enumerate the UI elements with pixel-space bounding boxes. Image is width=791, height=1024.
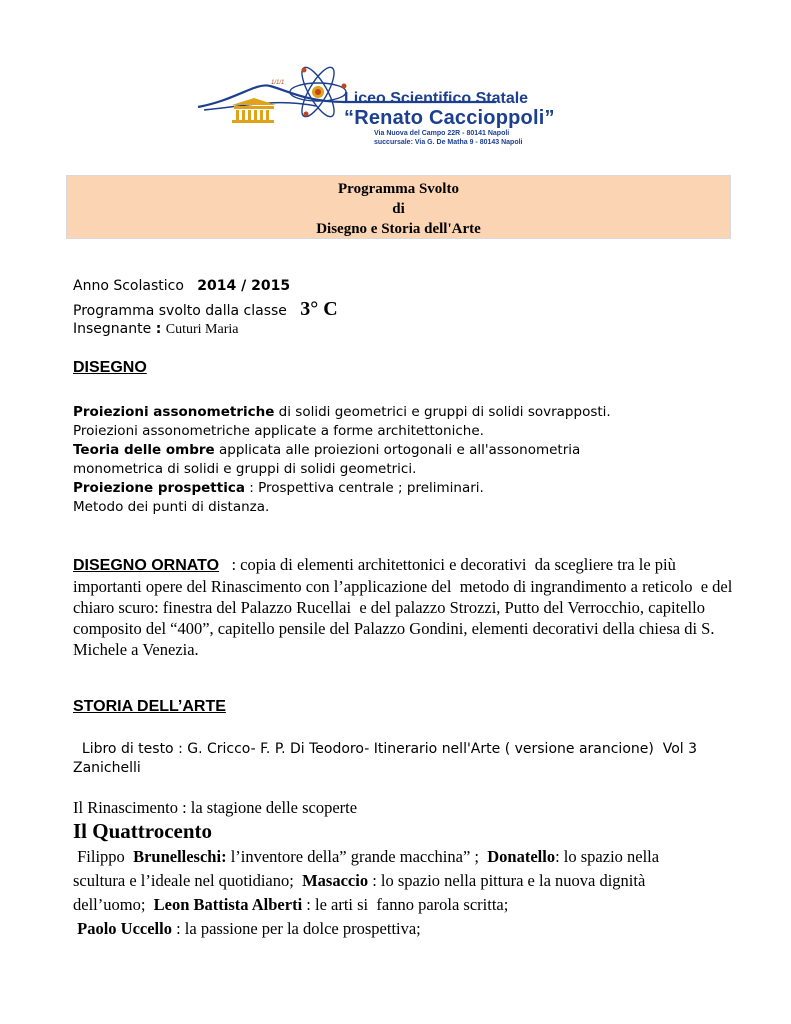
disegno-content <box>73 403 611 517</box>
artist-uccello: Paolo Uccello <box>77 919 172 938</box>
artist-line3 <box>73 893 508 917</box>
ornato-paragraph <box>73 554 737 660</box>
artist-line1-a: Filippo <box>73 847 134 866</box>
artist-donatello: Donatello <box>487 847 556 866</box>
class-value: 3° C <box>300 298 338 320</box>
artist-brunelleschi: Brunelleschi: <box>133 847 227 866</box>
disegno-line1 <box>73 403 611 422</box>
artist-line1-e: : lo spazio nella <box>555 847 660 866</box>
artist-line4 <box>73 917 421 941</box>
topic-ombre-text: applicata alle proiezioni ortogonali e all'assonometria <box>214 442 581 458</box>
artist-line2 <box>73 869 645 893</box>
artist-line1-c: l’inventore della” grande macchina” ; <box>226 847 488 866</box>
artist-line2-a: scultura e l’ideale nel quotidiano; <box>73 871 303 890</box>
rinascimento-line: Il Rinascimento : la stagione delle scoperte <box>73 798 358 817</box>
teacher-name: Cuturi Maria <box>165 322 239 337</box>
artist-line2-c: : lo spazio nella pittura e la nuova dignità <box>368 871 646 890</box>
artist-line3-a: dell’uomo; <box>73 895 154 914</box>
school-year-value: 2014 / 2015 <box>197 278 291 294</box>
school-address-succursale: succursale: Via G. De Matha 9 - 80143 Napoli <box>374 139 523 146</box>
ornato-text: : copia di elementi architettonici e decorativi da scegliere tra le più importanti opere del Rinascimento con l’applicazione del metodo di ingrandimento a reticolo e del chiaro scuro: finestra del Palazzo Rucellai e del palazzo Strozzi, Putto del Verrocchio, capitello composito del “400”, capitello pensile del Palazzo Gondini, elementi decorativi della chiesa di S. Michele a Venezia. <box>73 555 737 659</box>
disegno-line6: Metodo dei punti di distanza. <box>73 499 270 515</box>
artist-line4-c: : la passione per la dolce prospettiva; <box>171 919 421 938</box>
topic-assonometriche: Proiezioni assonometriche <box>73 404 275 420</box>
topic-assonometriche-text: di solidi geometrici e gruppi di solidi sovrapposti. <box>274 404 611 420</box>
school-year-label: Anno Scolastico <box>73 278 184 294</box>
disegno-line2: Proiezioni assonometriche applicate a forme architettoniche. <box>73 423 484 439</box>
logo-badge: 1/1/1 <box>271 80 285 86</box>
artist-masaccio: Masaccio <box>302 871 369 890</box>
disegno-line3 <box>73 441 611 460</box>
section-heading-disegno: DISEGNO <box>73 359 147 376</box>
topic-prospettica: Proiezione prospettica <box>73 480 245 496</box>
school-name-line1: Liceo Scientifico Statale <box>344 90 529 107</box>
school-name-line2: “Renato Caccioppoli” <box>344 107 555 129</box>
disegno-line5 <box>73 479 611 498</box>
school-year-line <box>73 278 290 294</box>
title-line2: di <box>392 201 405 217</box>
section-heading-ornato: DISEGNO ORNATO <box>73 557 220 574</box>
disegno-line4: monometrica di solidi e gruppi di solidi geometrici. <box>73 461 417 477</box>
topic-ombre: Teoria delle ombre <box>73 442 215 458</box>
program-title-box <box>66 175 731 239</box>
section-heading-storia: STORIA DELL’ARTE <box>73 698 226 715</box>
topic-prospettica-text: : Prospettiva centrale ; preliminari. <box>244 480 484 496</box>
school-address: Via Nuova del Campo 22R - 80141 Napoli <box>374 130 510 137</box>
artist-line3-c: : le arti si fanno parola scritta; <box>302 895 509 914</box>
school-logo <box>196 62 596 152</box>
title-line3: Disegno e Storia dell'Arte <box>316 221 481 237</box>
artist-alberti: Leon Battista Alberti <box>153 895 303 914</box>
teacher-colon: : <box>155 321 162 337</box>
artist-line1 <box>73 845 659 869</box>
title-line1: Programma Svolto <box>338 181 459 197</box>
textbook-reference: Libro di testo : G. Cricco- F. P. Di Teodoro- Itinerario nell'Arte ( versione arancione) Vol 3 Zanichelli <box>73 741 702 776</box>
quattrocento-heading: Il Quattrocento <box>73 819 213 843</box>
class-label: Programma svolto dalla classe <box>73 303 287 319</box>
teacher-line <box>73 321 238 338</box>
class-line <box>73 298 338 321</box>
teacher-label: Insegnante <box>73 321 156 337</box>
